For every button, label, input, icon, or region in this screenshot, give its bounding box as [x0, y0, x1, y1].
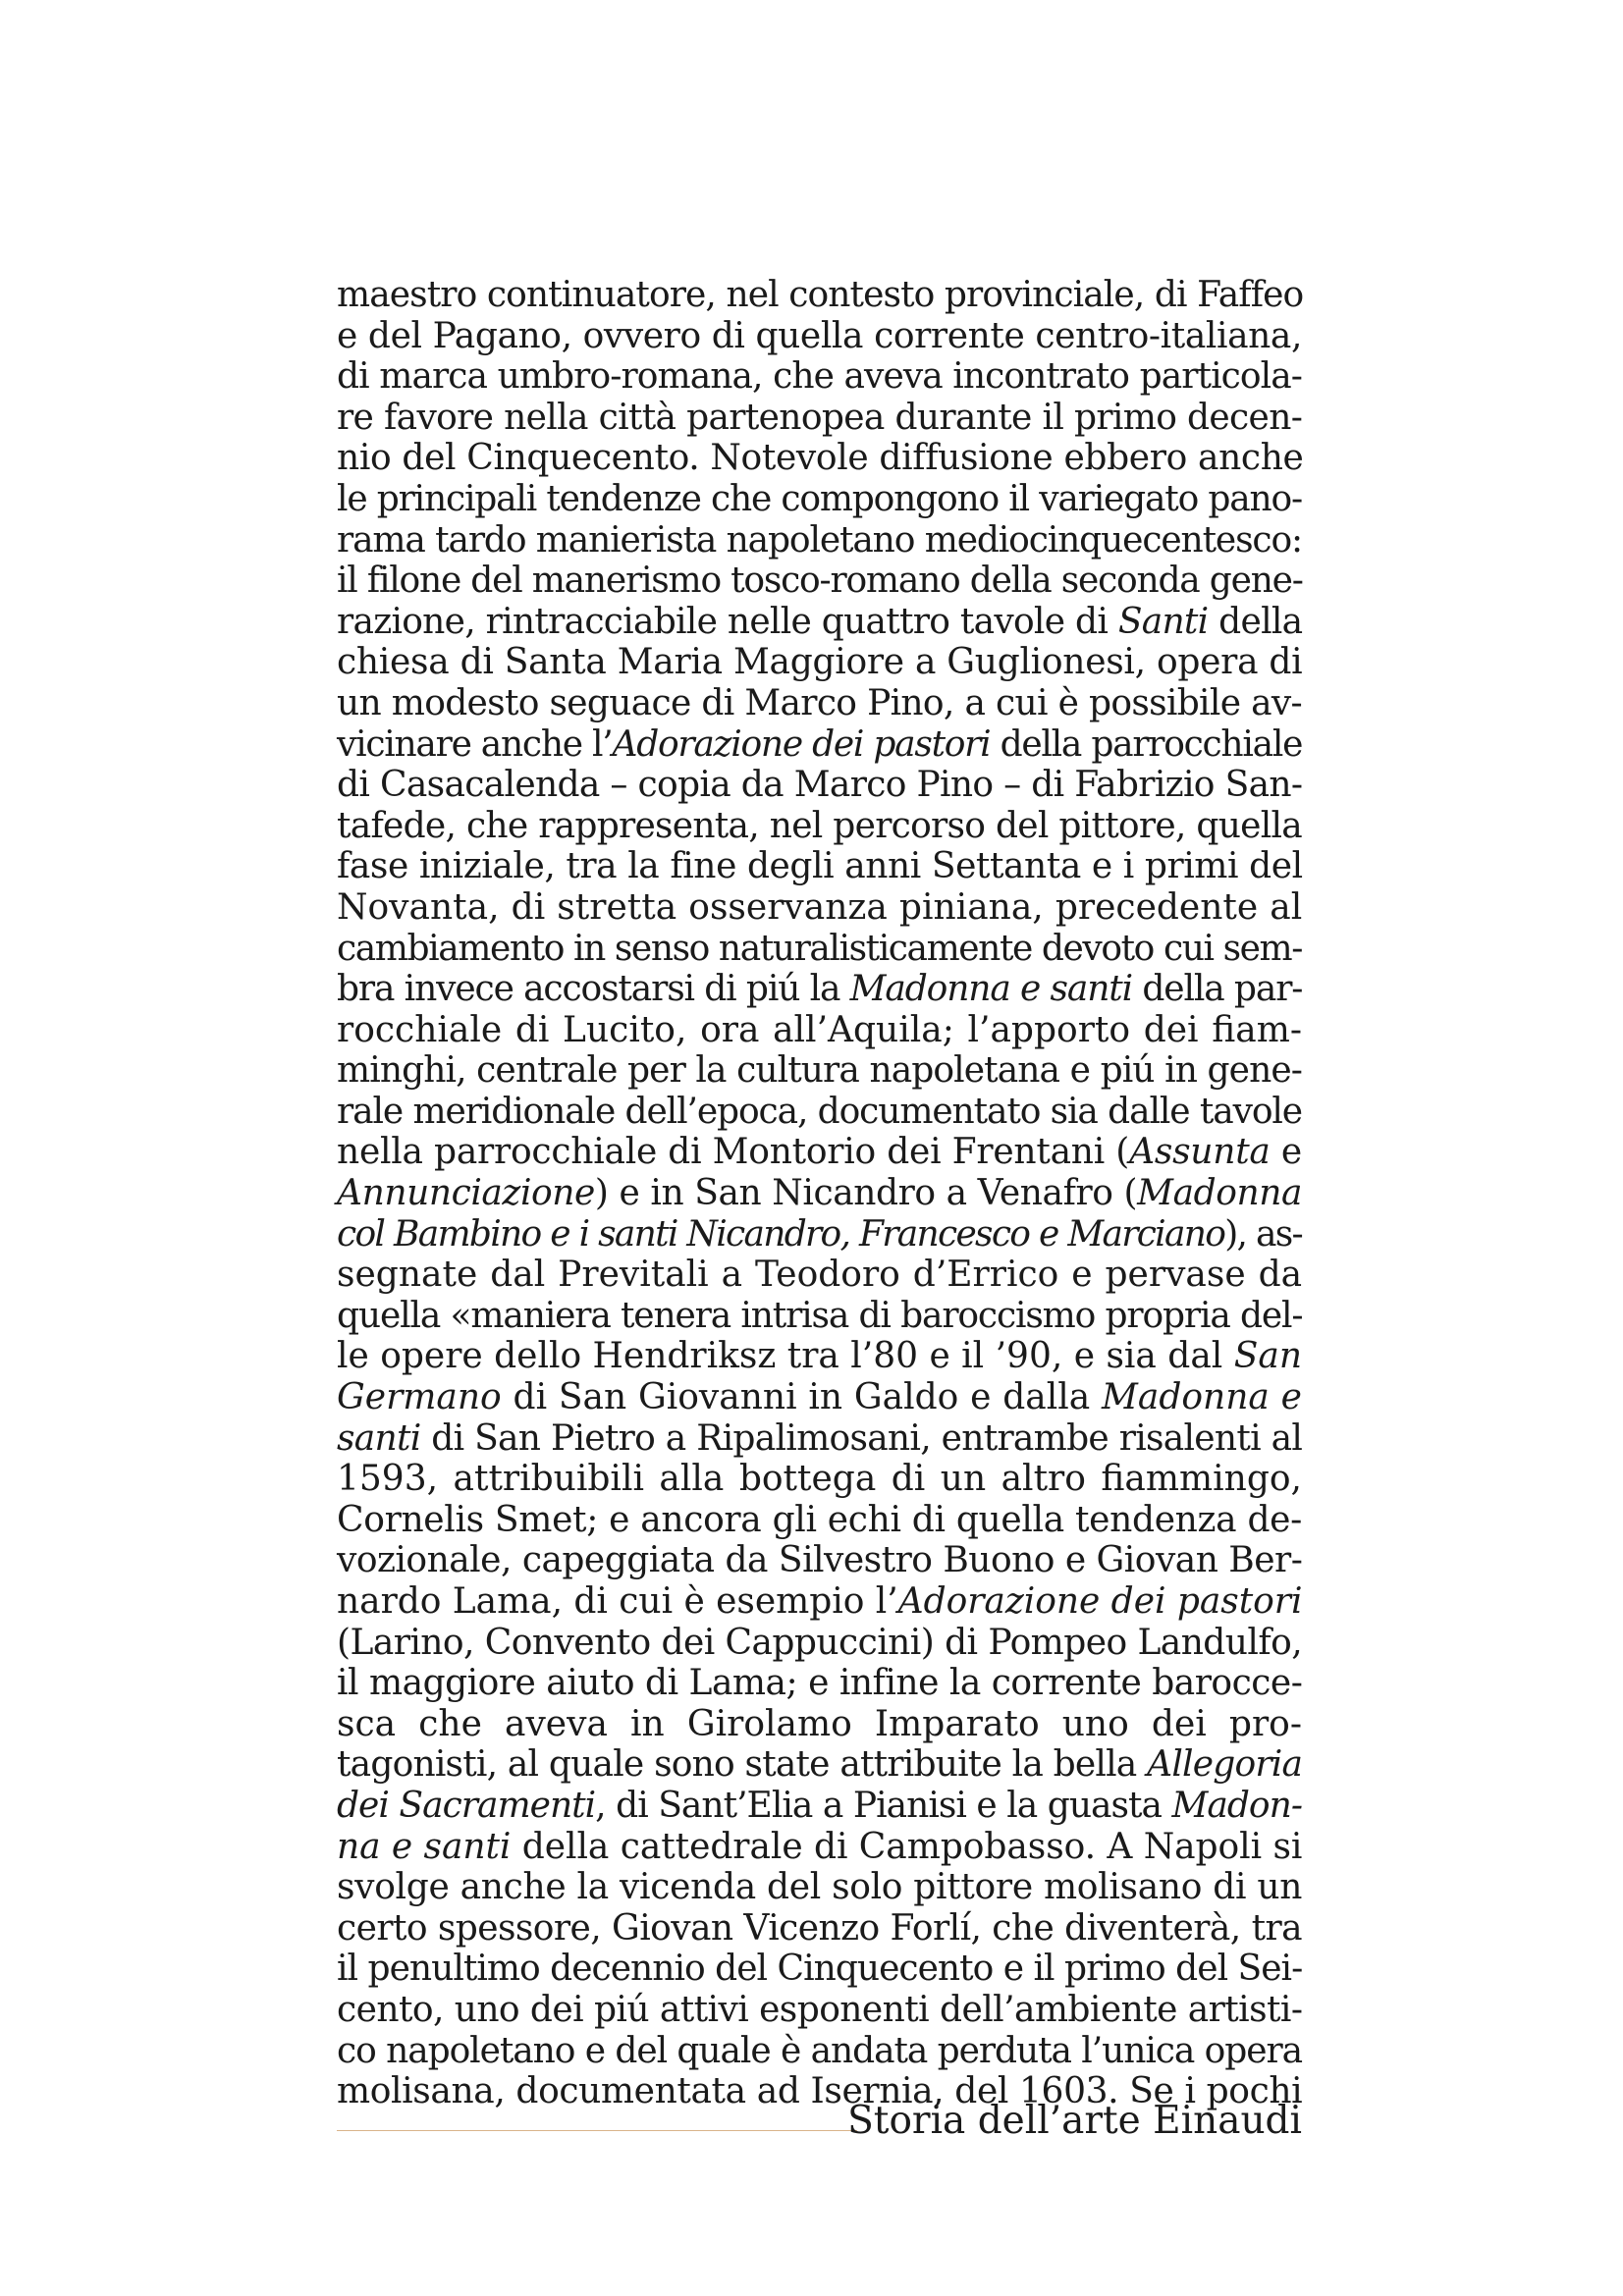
text-line — [337, 1949, 1302, 1990]
text-line — [337, 316, 1302, 357]
text-run: bra invece accostarsi di piú la — [337, 969, 850, 1010]
italic-title: Germano — [337, 1377, 502, 1418]
text-run: Novanta, di stretta osservanza piniana, precedente al — [337, 886, 1303, 928]
text-line — [337, 398, 1302, 439]
italic-title: Adorazione dei pastori — [897, 1581, 1303, 1622]
text-run: maestro continuatore, nel contesto provinciale, di Faffeo — [337, 275, 1304, 315]
text-run: fase iniziale, tra la fine degli anni Settanta e i primi del — [337, 846, 1303, 887]
text-line — [337, 1663, 1302, 1704]
text-line — [337, 724, 1302, 766]
text-line — [337, 1704, 1302, 1745]
text-line — [337, 479, 1302, 520]
italic-title: col Bambino e i santi Nicandro, Francesco e Marciano — [337, 1213, 1225, 1255]
text-line — [337, 438, 1302, 479]
italic-title: Madon- — [1171, 1785, 1302, 1826]
text-line — [337, 1827, 1302, 1868]
text-run: e — [1270, 1132, 1302, 1173]
text-run: il penultimo decennio del Cinquecento e il primo del Sei- — [337, 1949, 1303, 1990]
text-line — [337, 765, 1302, 806]
text-run: cento, uno dei piú attivi esponenti dell’ambiente artisti- — [337, 1989, 1303, 2030]
text-run: vicinare anche l’ — [337, 723, 613, 765]
text-run: minghi, centrale per la cultura napoletana e piú in gene- — [337, 1050, 1302, 1092]
footer-rule — [337, 2130, 857, 2131]
italic-title: dei Sacramenti — [337, 1785, 596, 1826]
text-line — [337, 2031, 1302, 2072]
italic-title: Santi — [1117, 601, 1209, 642]
text-line — [337, 520, 1302, 561]
text-run: nio del Cinquecento. Notevole diffusione ebbero anche — [337, 438, 1304, 479]
text-line — [337, 1459, 1302, 1500]
text-line — [337, 1786, 1302, 1827]
text-run: di San Pietro a Ripalimosani, entrambe risalenti al — [420, 1417, 1303, 1459]
text-line — [337, 846, 1302, 887]
text-line — [337, 602, 1302, 643]
text-run: sca che aveva in Girolamo Imparato uno dei pro- — [337, 1703, 1302, 1744]
text-line — [337, 1744, 1302, 1786]
text-line — [337, 1214, 1302, 1255]
text-run: 1593, attribuibili alla bottega di un altro fiammingo, — [337, 1459, 1302, 1500]
text-run: e del Pagano, ovvero di quella corrente centro-italiana, — [337, 315, 1302, 356]
text-line — [337, 683, 1302, 724]
text-line — [337, 1336, 1302, 1377]
text-line — [337, 1132, 1302, 1173]
text-run: segnate dal Previtali a Teodoro d’Errico e pervase da — [337, 1255, 1303, 1296]
text-line — [337, 1050, 1302, 1092]
text-line — [337, 561, 1302, 602]
text-run: tagonisti, al quale sono state attribuite la bella — [337, 1744, 1148, 1786]
italic-title: Madonna e santi — [849, 969, 1133, 1010]
text-run: tafede, che rappresenta, nel percorso del pittore, quella — [337, 805, 1302, 846]
footer-label: Storia dell’arte Einaudi — [847, 2099, 1302, 2143]
italic-title: Madonna — [1137, 1173, 1302, 1214]
text-run: di Casacalenda – copia da Marco Pino – di Fabrizio San- — [337, 765, 1303, 806]
italic-title: Adorazione dei pastori — [612, 723, 991, 765]
text-run: della — [1208, 601, 1303, 642]
text-run: nardo Lama, di cui è esempio l’ — [337, 1581, 898, 1622]
text-run: razione, rintracciabile nelle quattro tavole di — [337, 601, 1118, 642]
text-run: della parrocchiale — [990, 723, 1303, 765]
text-run: della cattedrale di Campobasso. A Napoli si — [511, 1826, 1303, 1867]
text-line — [337, 929, 1302, 970]
text-line — [337, 1377, 1302, 1418]
text-line — [337, 642, 1302, 683]
text-line — [337, 887, 1302, 929]
italic-title: Assunta — [1129, 1132, 1271, 1173]
text-line — [337, 1540, 1302, 1581]
text-run: re favore nella città partenopea durante il primo decen- — [337, 397, 1303, 438]
text-line — [337, 275, 1302, 316]
text-line — [337, 1908, 1302, 1949]
italic-title: Annunciazione — [337, 1173, 595, 1214]
text-run: rama tardo manierista napoletano mediocinquecentesco: — [337, 519, 1302, 561]
text-line — [337, 1623, 1302, 1664]
italic-title: santi — [337, 1417, 421, 1459]
text-run: le opere dello Hendriksz tra l’80 e il ’90, e sia dal — [337, 1336, 1234, 1377]
text-run: ), as- — [1224, 1213, 1302, 1255]
text-line — [337, 1418, 1302, 1460]
text-run: (Larino, Convento dei Cappuccini) di Pompeo Landulfo, — [337, 1622, 1303, 1663]
text-run: della par- — [1132, 969, 1303, 1010]
text-line — [337, 1173, 1302, 1214]
text-run: cambiamento in senso naturalisticamente devoto cui sem- — [337, 928, 1302, 969]
text-run: di marca umbro-romana, che aveva incontrato particola- — [337, 356, 1302, 398]
body-text — [337, 275, 1302, 2112]
text-run: rale meridionale dell’epoca, documentato sia dalle tavole — [337, 1091, 1302, 1132]
text-run: co napoletano e del quale è andata perduta l’unica opera — [337, 2030, 1302, 2071]
text-line — [337, 1092, 1302, 1133]
text-run: , di Sant’Elia a Pianisi e la guasta — [595, 1785, 1172, 1826]
text-run: certo spessore, Giovan Vicenzo Forlí, che diventerà, tra — [337, 1907, 1302, 1949]
italic-title: Allegoria — [1147, 1744, 1303, 1786]
text-run: di San Giovanni in Galdo e dalla — [501, 1377, 1103, 1418]
text-run: rocchiale di Lucito, ora all’Aquila; l’apporto dei fiam- — [337, 1009, 1302, 1050]
text-run: quella «maniera tenera intrisa di baroccismo propria del- — [337, 1295, 1303, 1336]
italic-title: San — [1233, 1336, 1302, 1377]
text-run: un modesto seguace di Marco Pino, a cui è possibile av- — [337, 682, 1302, 723]
text-line — [337, 969, 1302, 1010]
text-line — [337, 1255, 1302, 1296]
text-run: chiesa di Santa Maria Maggiore a Guglionesi, opera di — [337, 642, 1303, 683]
text-run: il filone del manerismo tosco-romano della seconda gene- — [337, 561, 1303, 602]
text-run: Cornelis Smet; e ancora gli echi di quella tendenza de- — [337, 1499, 1302, 1540]
text-run: le principali tendenze che compongono il variegato pano- — [337, 478, 1302, 519]
text-line — [337, 1867, 1302, 1908]
text-line — [337, 1581, 1302, 1623]
text-line — [337, 1990, 1302, 2031]
text-line — [337, 1296, 1302, 1337]
text-line — [337, 1500, 1302, 1541]
italic-title: na e santi — [337, 1826, 512, 1867]
text-line — [337, 356, 1302, 398]
text-run: ) e in San Nicandro a Venafro ( — [594, 1173, 1138, 1214]
text-line — [337, 1010, 1302, 1051]
text-run: il maggiore aiuto di Lama; e infine la corrente barocce- — [337, 1663, 1303, 1704]
text-run: vozionale, capeggiata da Silvestro Buono e Giovan Ber- — [337, 1540, 1303, 1581]
text-line — [337, 806, 1302, 847]
italic-title: Madonna e — [1102, 1377, 1302, 1418]
text-run: molisana, documentata ad Isernia, del 1603. Se i pochi — [337, 2071, 1303, 2112]
text-run: nella parrocchiale di Montorio dei Frentani ( — [337, 1132, 1130, 1173]
text-run: svolge anche la vicenda del solo pittore molisano di un — [337, 1867, 1303, 1908]
